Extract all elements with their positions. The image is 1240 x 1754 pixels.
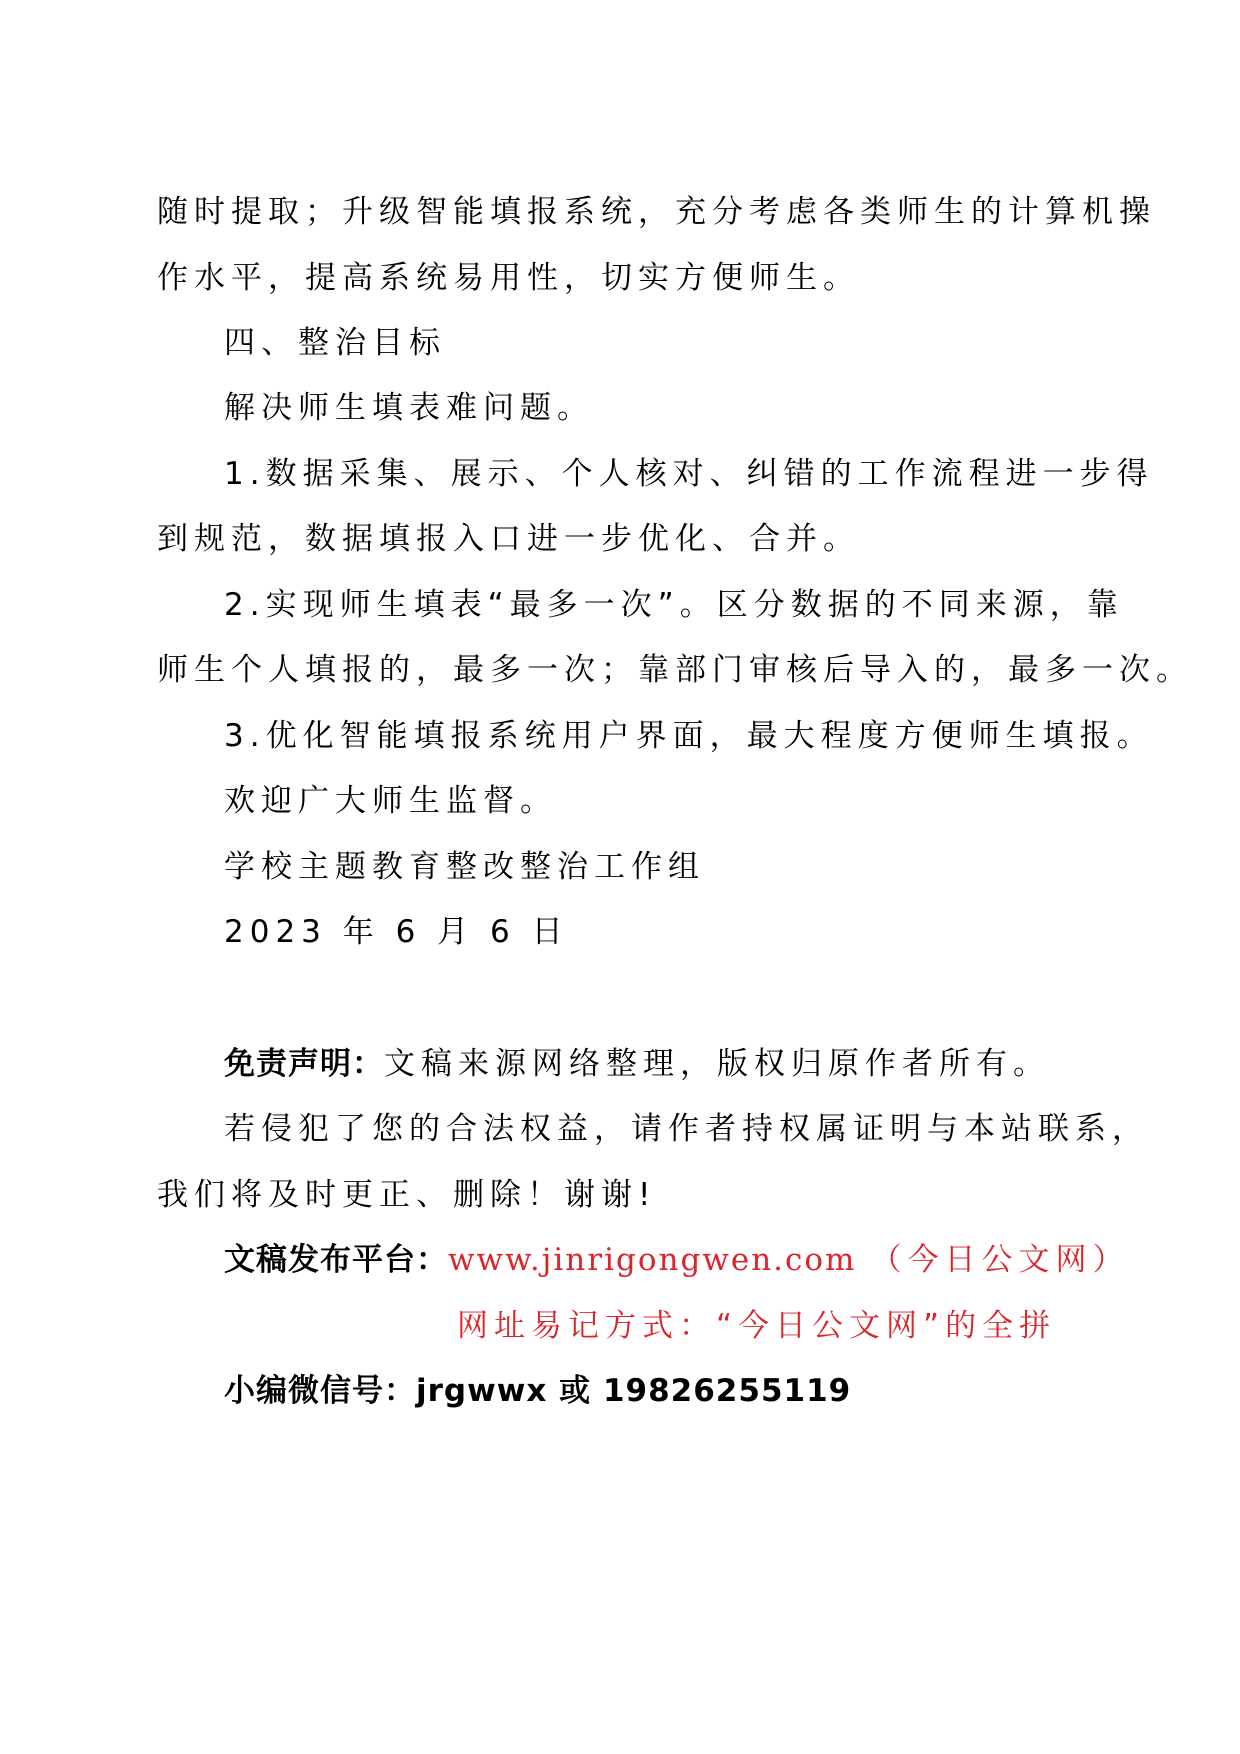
disclaimer-line — [224, 1044, 1050, 1084]
disclaimer-line-3: 我们将及时更正、删除！谢谢! — [157, 1177, 657, 1213]
platform-site-name: （今日公文网） — [870, 1242, 1130, 1278]
disclaimer-label: 免责声明： — [224, 1046, 384, 1082]
goal-item-2: 2.实现师生填表“最多一次”。区分数据的不同来源，靠 — [224, 587, 1124, 623]
goal-item-1: 1.数据采集、展示、个人核对、纠错的工作流程进一步得 — [224, 456, 1154, 492]
signature: 学校主题教育整改整治工作组 — [224, 849, 705, 885]
paragraph-line: 随时提取；升级智能填报系统，充分考虑各类师生的计算机操 — [157, 194, 1156, 230]
goal-item-2-cont: 师生个人填报的，最多一次；靠部门审核后导入的，最多一次。 — [157, 652, 1193, 688]
date: 2023 年 6 月 6 日 — [224, 914, 569, 950]
goal-intro: 解决师生填表难问题。 — [224, 390, 594, 426]
section-heading: 四、整治目标 — [224, 325, 446, 361]
welcome-text: 欢迎广大师生监督。 — [224, 783, 557, 819]
platform-hint: 网址易记方式：“今日公文网”的全拼 — [457, 1308, 1057, 1344]
wechat-label: 小编微信号： — [224, 1373, 416, 1409]
platform-url-link[interactable]: www.jinrigongwen.com — [448, 1242, 857, 1278]
platform-label: 文稿发布平台： — [224, 1242, 448, 1278]
disclaimer-line-2: 若侵犯了您的合法权益，请作者持权属证明与本站联系， — [224, 1111, 1149, 1147]
goal-item-3: 3.优化智能填报系统用户界面，最大程度方便师生填报。 — [224, 718, 1154, 754]
platform-line — [224, 1240, 1129, 1280]
paragraph-line: 作水平，提高系统易用性，切实方便师生。 — [157, 260, 860, 296]
wechat-value: jrgwwx 或 19826255119 — [416, 1373, 852, 1409]
wechat-line — [224, 1371, 851, 1411]
goal-item-1-cont: 到规范，数据填报入口进一步优化、合并。 — [157, 521, 860, 557]
disclaimer-text: 文稿来源网络整理，版权归原作者所有。 — [384, 1046, 1050, 1082]
